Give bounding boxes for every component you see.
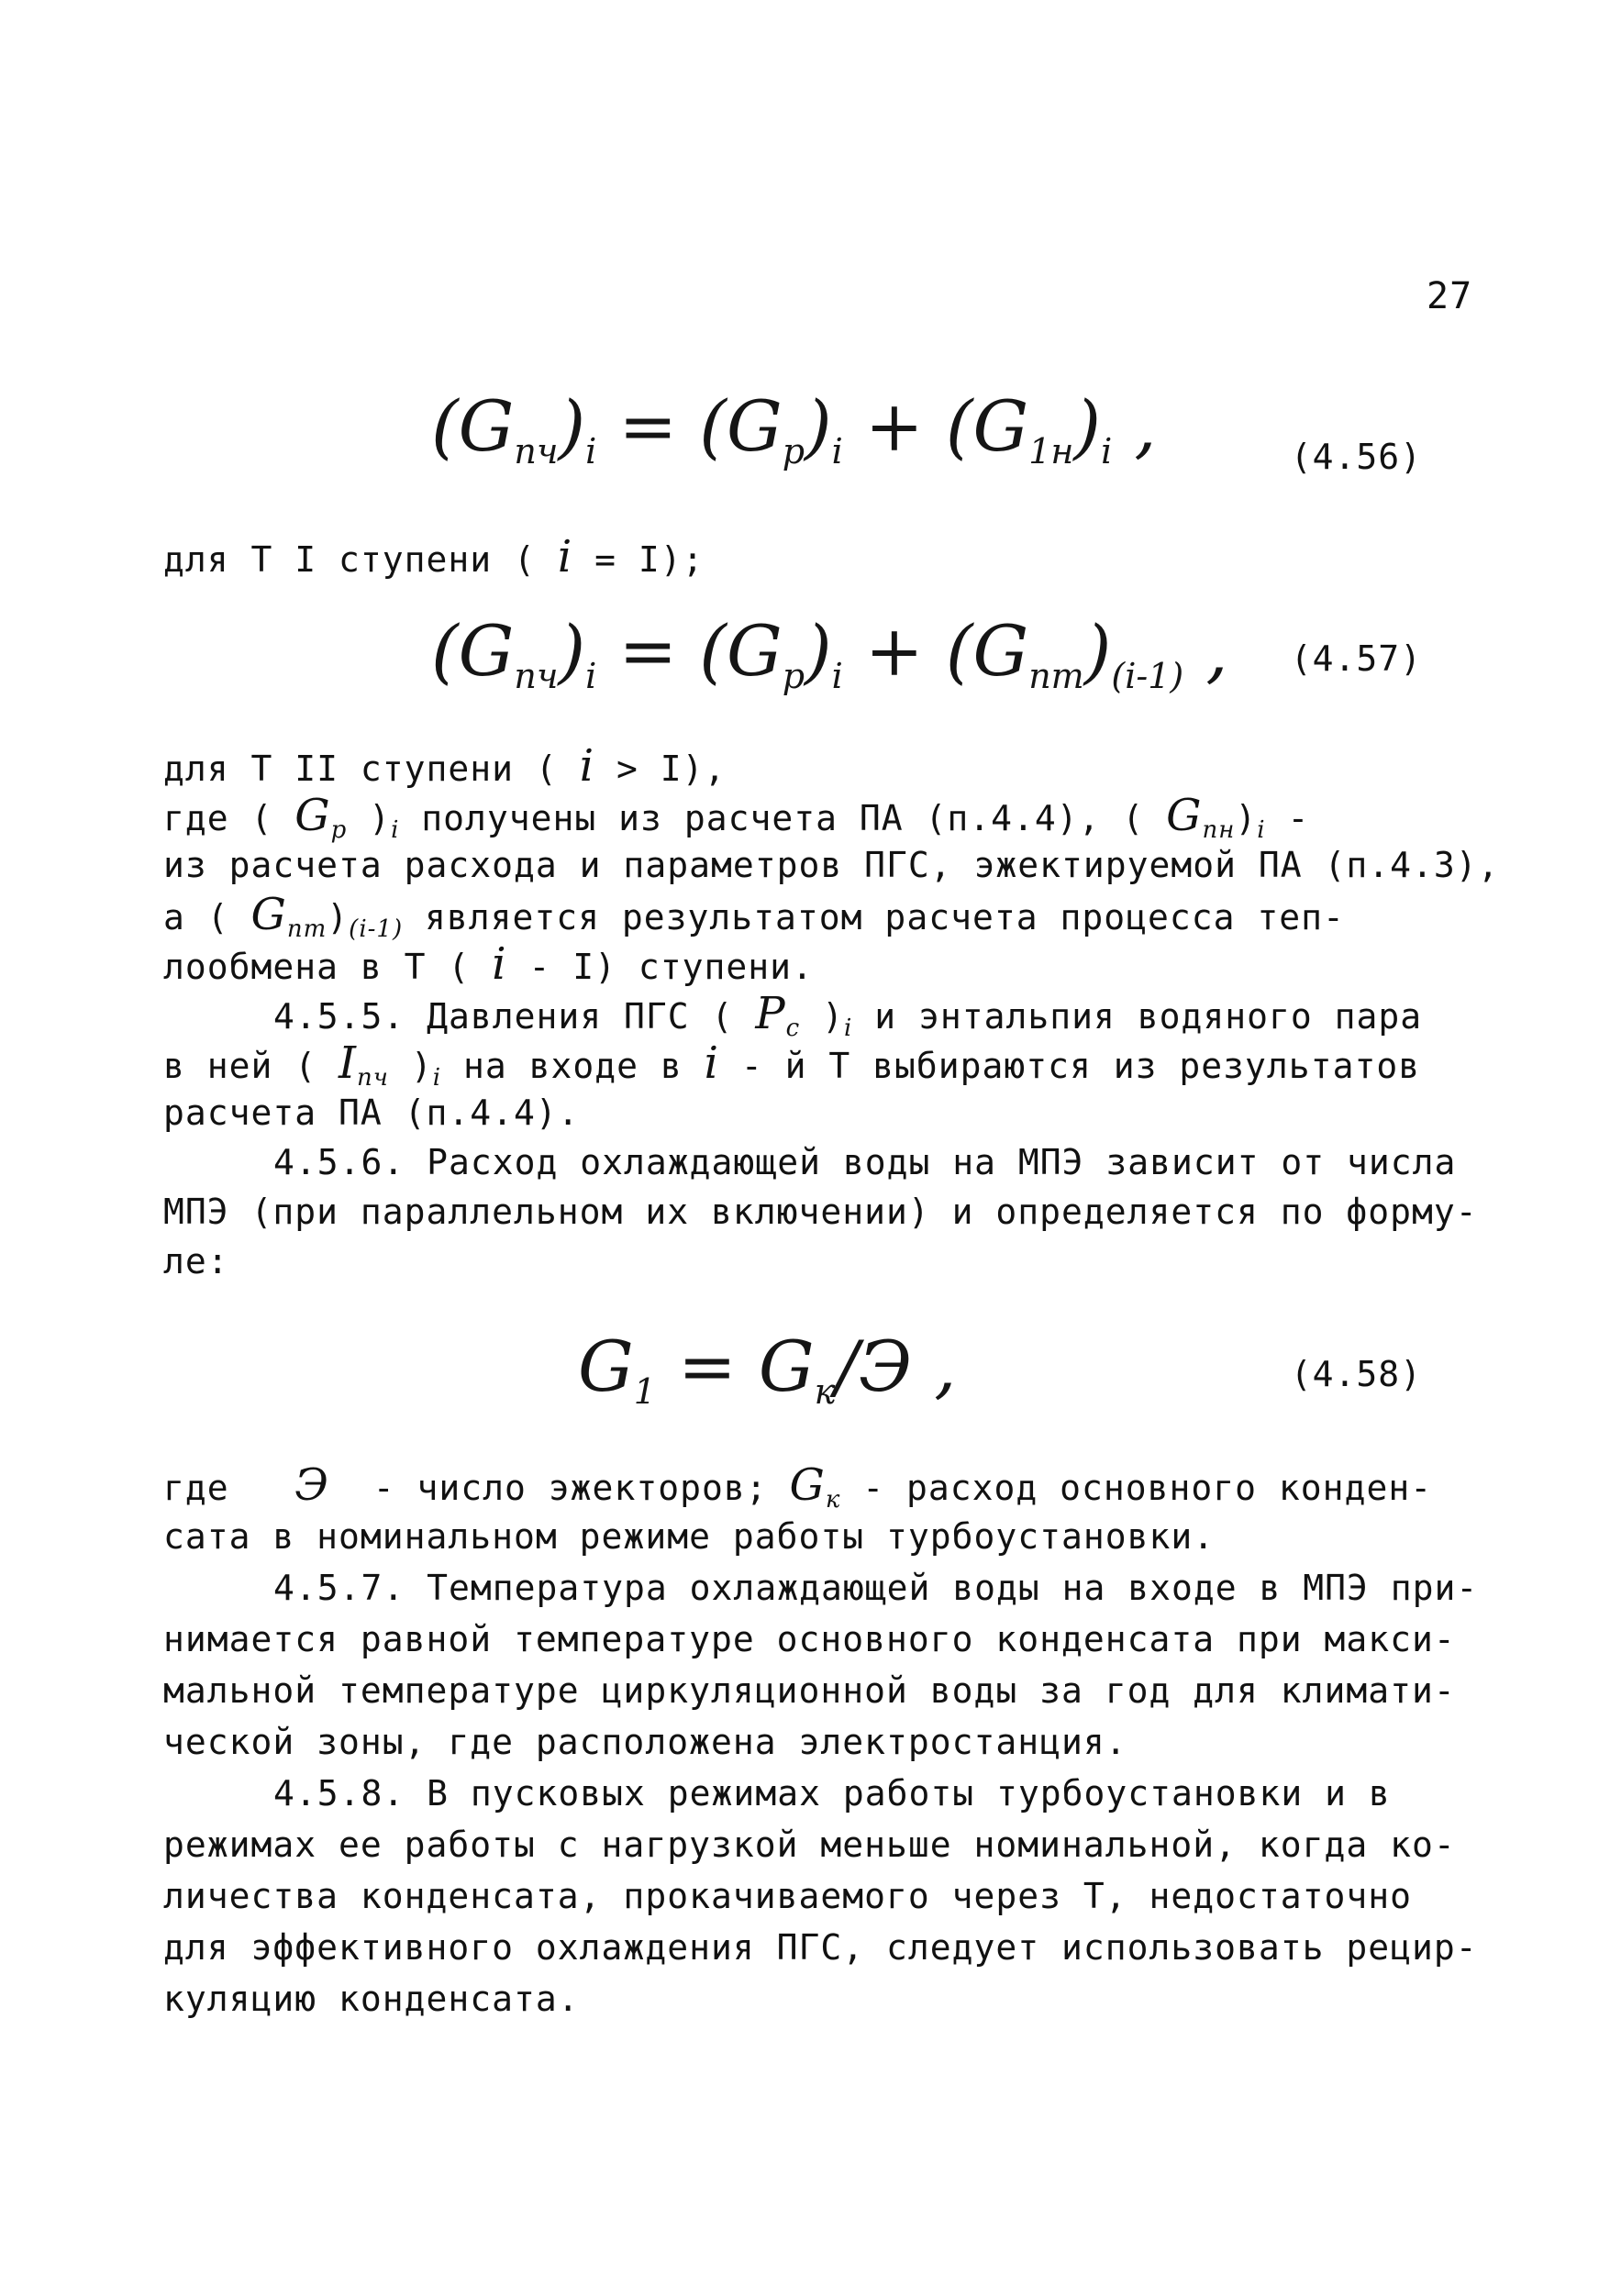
text-line: ле: xyxy=(163,1241,229,1281)
text-line: 4.5.7. Температура охлаждающей воды на входе в МПЭ при- xyxy=(273,1568,1479,1608)
text-line: для Т I ступени ( i = I); xyxy=(163,531,705,582)
text-line: для Т II ступени ( i > I), xyxy=(163,740,727,792)
text-line: из расчета расхода и параметров ПГС, эжектируемой ПА (п.4.3), xyxy=(163,845,1500,885)
text-line: ческой зоны, где расположена электростанция. xyxy=(163,1722,1127,1762)
text-line: для эффективного охлаждения ПГС, следует использовать рецир- xyxy=(163,1927,1478,1968)
equation-4-56: $(G_{пч})_i = (G_p)_i + (G_{1н})_i$ , xyxy=(431,385,1157,471)
text-line: лообмена в Т ( i - I) ступени. xyxy=(163,938,814,990)
text-line: мальной температуре циркуляционной воды за год для климати- xyxy=(163,1670,1456,1711)
text-line: МПЭ (при параллельном их включении) и определяется по форму- xyxy=(163,1192,1478,1232)
text-line: а ( $G_{пт})_{(i-1)}$ является результатом расчета процесса теп- xyxy=(163,889,1345,943)
equation-4-58: $G_1 = G_к/Э$ , xyxy=(578,1325,957,1412)
equation-number: (4.58) xyxy=(1290,1354,1422,1394)
text-line: нимается равной температуре основного конденсата при макси- xyxy=(163,1619,1456,1659)
text-line: где ( $G_p$ )$_i$ получены из расчета ПА (п.4.4), ( $G_{пн})_i$ - xyxy=(163,790,1310,844)
text-line: где Э - число эжекторов; $G_к$ - расход основного конден- xyxy=(163,1459,1433,1514)
text-line: в ней ( $I_{пч}$ )$_i$ на входе в i - й Т выбираются из результатов xyxy=(163,1037,1421,1092)
page-number: 27 xyxy=(1427,275,1473,317)
text-line: 4.5.8. В пусковых режимах работы турбоустановки и в xyxy=(273,1773,1391,1814)
text-line: режимах ее работы с нагрузкой меньше номинальной, когда ко- xyxy=(163,1825,1456,1865)
text-line: 4.5.5. Давления ПГС ( $P_c$ )$_i$ и энтальпия водяного пара xyxy=(273,988,1423,1042)
text-line: личества конденсата, прокачиваемого через Т, недостаточно xyxy=(163,1876,1413,1916)
equation-number: (4.57) xyxy=(1290,638,1422,679)
equation-4-57: $(G_{пч})_i = (G_p)_i + (G_{пт})_{(i-1)}$ , xyxy=(431,610,1228,696)
text-line: 4.5.6. Расход охлаждающей воды на МПЭ зависит от числа xyxy=(273,1142,1457,1182)
text-line: сата в номинальном режиме работы турбоустановки. xyxy=(163,1516,1216,1557)
text-line: куляцию конденсата. xyxy=(163,1979,580,2019)
text-line: расчета ПА (п.4.4). xyxy=(163,1093,580,1133)
equation-number: (4.56) xyxy=(1290,437,1422,477)
